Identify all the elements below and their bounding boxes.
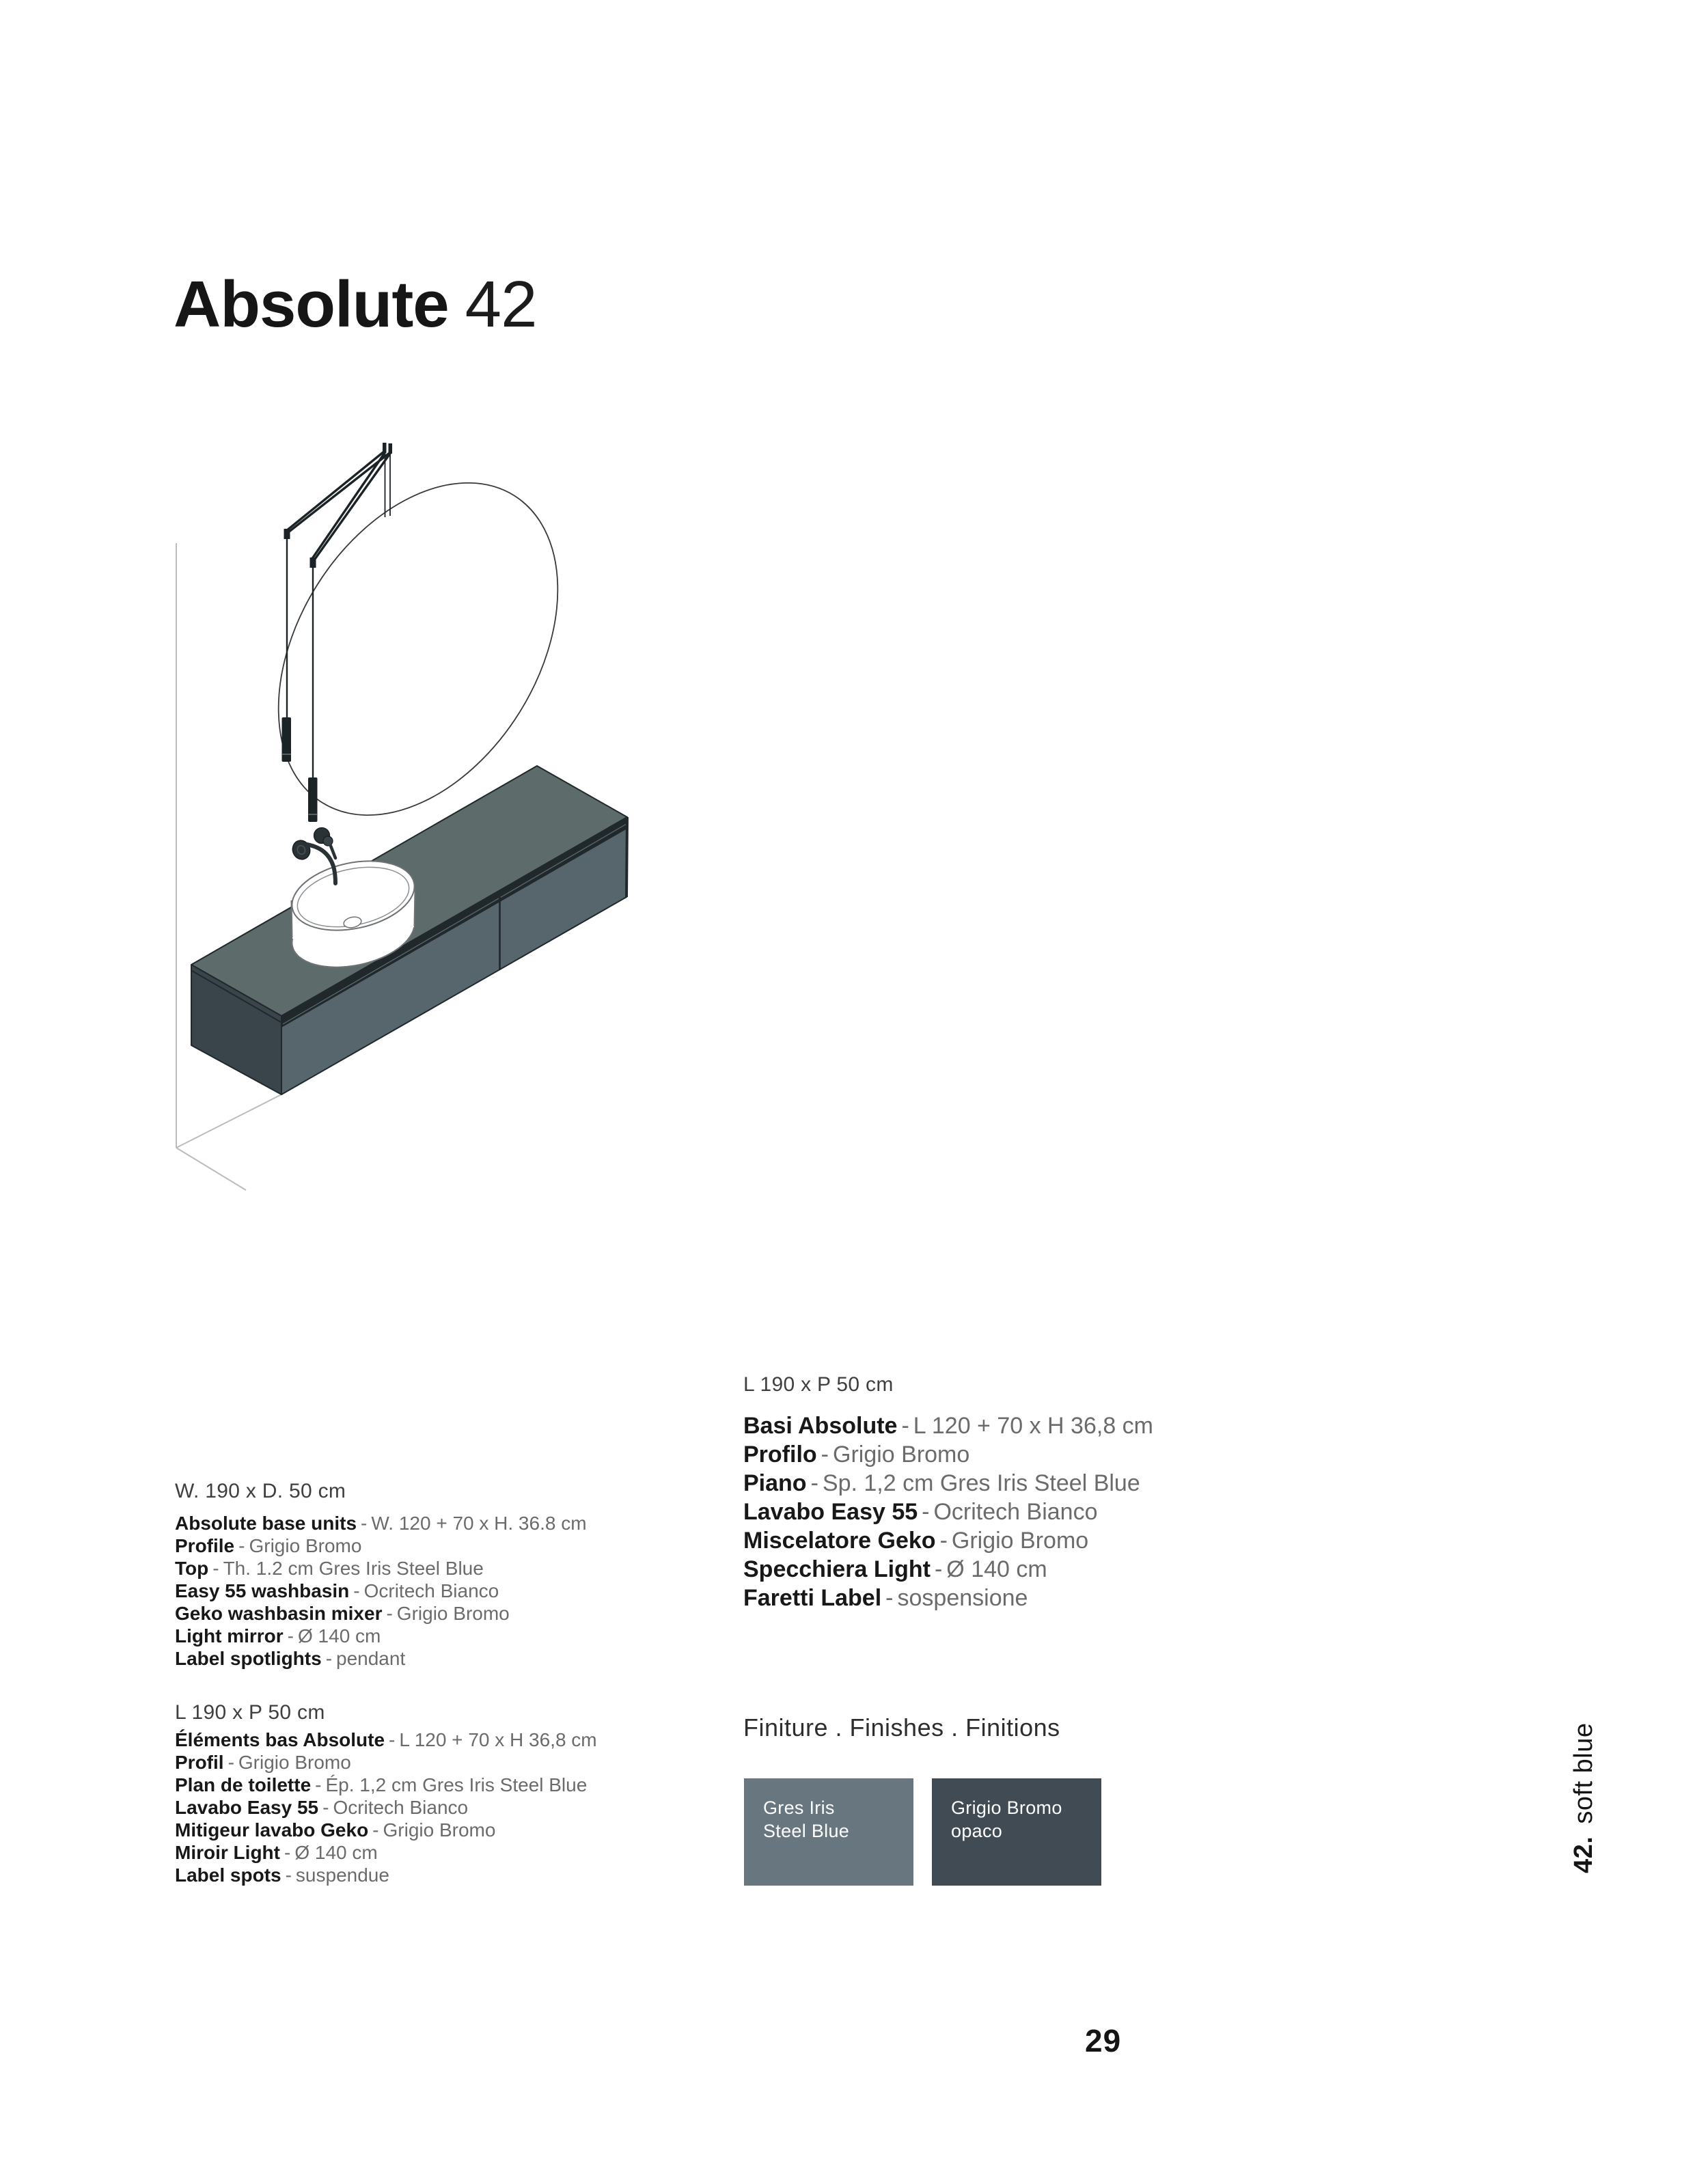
spec-row	[175, 1841, 597, 1864]
spec-value: Grigio Bromo	[383, 1819, 496, 1841]
spec-row	[175, 1728, 597, 1751]
spec-row	[175, 1751, 597, 1774]
spec-separator: -	[228, 1752, 234, 1773]
spec-row	[175, 1534, 587, 1557]
spec-row	[175, 1625, 587, 1647]
spec-value: sospensione	[897, 1585, 1028, 1611]
spec-label: Profil	[175, 1752, 224, 1773]
spec-value: Ø 140 cm	[294, 1842, 378, 1863]
floor-line-front	[176, 1148, 246, 1190]
swatch-label: Gres Iris	[763, 1797, 835, 1818]
spec-row	[175, 1796, 597, 1819]
page-number: 29	[1085, 2023, 1122, 2058]
collection-side-tab	[1569, 1723, 1599, 1873]
finishes-title: Finiture . Finishes . Finitions	[743, 1713, 1060, 1741]
spec-label: Lavabo Easy 55	[743, 1499, 918, 1525]
spec-separator: -	[922, 1499, 930, 1525]
pendant-cable	[286, 452, 384, 531]
spec-separator: -	[315, 1774, 322, 1795]
spec-value: Ocritech Bianco	[933, 1499, 1098, 1525]
spec-value: Ø 140 cm	[298, 1625, 381, 1647]
collection-name: soft blue	[1569, 1722, 1598, 1824]
spec-label: Miroir Light	[175, 1842, 280, 1863]
spec-label: Light mirror	[175, 1625, 284, 1647]
spec-heading-fr: L 190 x P 50 cm	[175, 1701, 325, 1724]
finish-swatch-gres-iris-steel-blue	[744, 1778, 913, 1886]
spec-label: Mitigeur lavabo Geko	[175, 1819, 369, 1841]
finish-swatch-grigio-bromo-opaco	[932, 1778, 1101, 1886]
spec-value: Ocritech Bianco	[333, 1797, 469, 1818]
spec-row	[175, 1580, 587, 1602]
spec-block-fr	[175, 1728, 597, 1886]
spec-separator: -	[389, 1729, 396, 1750]
swatch-label: Steel Blue	[763, 1821, 850, 1841]
spec-label: Label spots	[175, 1864, 281, 1886]
spec-separator: -	[885, 1585, 894, 1611]
spec-label: Lavabo Easy 55	[175, 1797, 319, 1818]
spec-label: Éléments bas Absolute	[175, 1729, 385, 1750]
spec-label: Miscelatore Geko	[743, 1528, 936, 1554]
spec-separator: -	[821, 1442, 829, 1468]
spec-separator: -	[285, 1864, 292, 1886]
pendant-elbow-cap	[310, 557, 316, 568]
spec-block-en	[175, 1512, 587, 1670]
vanity-right-edge	[626, 817, 627, 897]
spec-row	[743, 1584, 1153, 1612]
swatch-label: opaco	[951, 1821, 1003, 1841]
mixer-handle-cap	[323, 836, 333, 846]
spec-separator: -	[372, 1819, 379, 1841]
spotlight-cylinder	[308, 777, 318, 822]
spec-row	[175, 1602, 587, 1625]
spec-block-it	[743, 1411, 1153, 1612]
spec-value: W. 120 + 70 x H. 36.8 cm	[371, 1513, 587, 1534]
spec-label: Top	[175, 1558, 209, 1579]
spec-value: L 120 + 70 x H 36,8 cm	[399, 1729, 597, 1750]
page-title-number: 42	[465, 268, 537, 341]
spec-label: Geko washbasin mixer	[175, 1603, 383, 1624]
spec-label: Profilo	[743, 1442, 817, 1468]
spec-separator: -	[810, 1470, 818, 1496]
spec-value: Ocritech Bianco	[363, 1580, 499, 1601]
spec-row	[175, 1819, 597, 1841]
spec-value: suspendue	[295, 1864, 389, 1886]
page-title	[174, 268, 537, 341]
spec-value: Grigio Bromo	[396, 1603, 510, 1624]
spec-separator: -	[934, 1556, 943, 1582]
spec-row	[743, 1498, 1153, 1526]
spec-row	[743, 1440, 1153, 1469]
spec-separator: -	[322, 1797, 329, 1818]
spotlight-cylinder	[282, 717, 292, 762]
spec-value: Grigio Bromo	[833, 1442, 970, 1468]
spec-heading-it: L 190 x P 50 cm	[743, 1373, 894, 1396]
spec-row	[175, 1512, 587, 1534]
floor-line-right	[176, 1094, 281, 1148]
spec-heading-en: W. 190 x D. 50 cm	[175, 1480, 346, 1502]
spec-separator: -	[325, 1648, 333, 1669]
spec-value: Sp. 1,2 cm Gres Iris Steel Blue	[822, 1470, 1140, 1496]
spec-row	[743, 1555, 1153, 1584]
swatch-label: Grigio Bromo	[951, 1797, 1062, 1818]
spec-row	[175, 1557, 587, 1580]
spec-value: pendant	[336, 1648, 406, 1669]
spec-label: Plan de toilette	[175, 1774, 312, 1795]
spec-row	[175, 1864, 597, 1886]
spec-label: Label spotlights	[175, 1648, 322, 1669]
spec-row	[743, 1411, 1153, 1440]
spec-label: Specchiera Light	[743, 1556, 931, 1582]
spec-label: Easy 55 washbasin	[175, 1580, 350, 1601]
spec-label: Absolute base units	[175, 1513, 357, 1534]
spec-separator: -	[361, 1513, 368, 1534]
page-title-name: Absolute	[174, 268, 449, 341]
collection-number: 42.	[1569, 1836, 1598, 1873]
spec-value: Ép. 1,2 cm Gres Iris Steel Blue	[325, 1774, 588, 1795]
spec-label: Faretti Label	[743, 1585, 882, 1611]
spec-row	[743, 1469, 1153, 1498]
spec-separator: -	[212, 1558, 219, 1579]
pendant-elbow-cap	[284, 529, 290, 539]
spec-separator: -	[353, 1580, 360, 1601]
spec-row	[175, 1647, 587, 1670]
spec-value: Grigio Bromo	[951, 1528, 1089, 1554]
spec-value: Grigio Bromo	[249, 1535, 362, 1556]
spec-label: Piano	[743, 1470, 807, 1496]
spec-separator: -	[238, 1535, 245, 1556]
spec-separator: -	[939, 1528, 948, 1554]
spec-row	[743, 1526, 1153, 1555]
spec-separator: -	[287, 1625, 294, 1647]
spec-separator: -	[284, 1842, 291, 1863]
mixer-spout-flange	[290, 838, 312, 862]
spec-label: Basi Absolute	[743, 1413, 898, 1439]
spec-label: Profile	[175, 1535, 235, 1556]
mixer-handle-lever	[331, 846, 335, 858]
spec-value: Ø 140 cm	[946, 1556, 1047, 1582]
spec-value: L 120 + 70 x H 36,8 cm	[913, 1413, 1154, 1439]
spec-value: Th. 1.2 cm Gres Iris Steel Blue	[223, 1558, 484, 1579]
spec-separator: -	[386, 1603, 393, 1624]
spec-separator: -	[901, 1413, 909, 1439]
room-corner-lines	[176, 543, 281, 1190]
spec-row	[175, 1774, 597, 1796]
spec-value: Grigio Bromo	[238, 1752, 351, 1773]
